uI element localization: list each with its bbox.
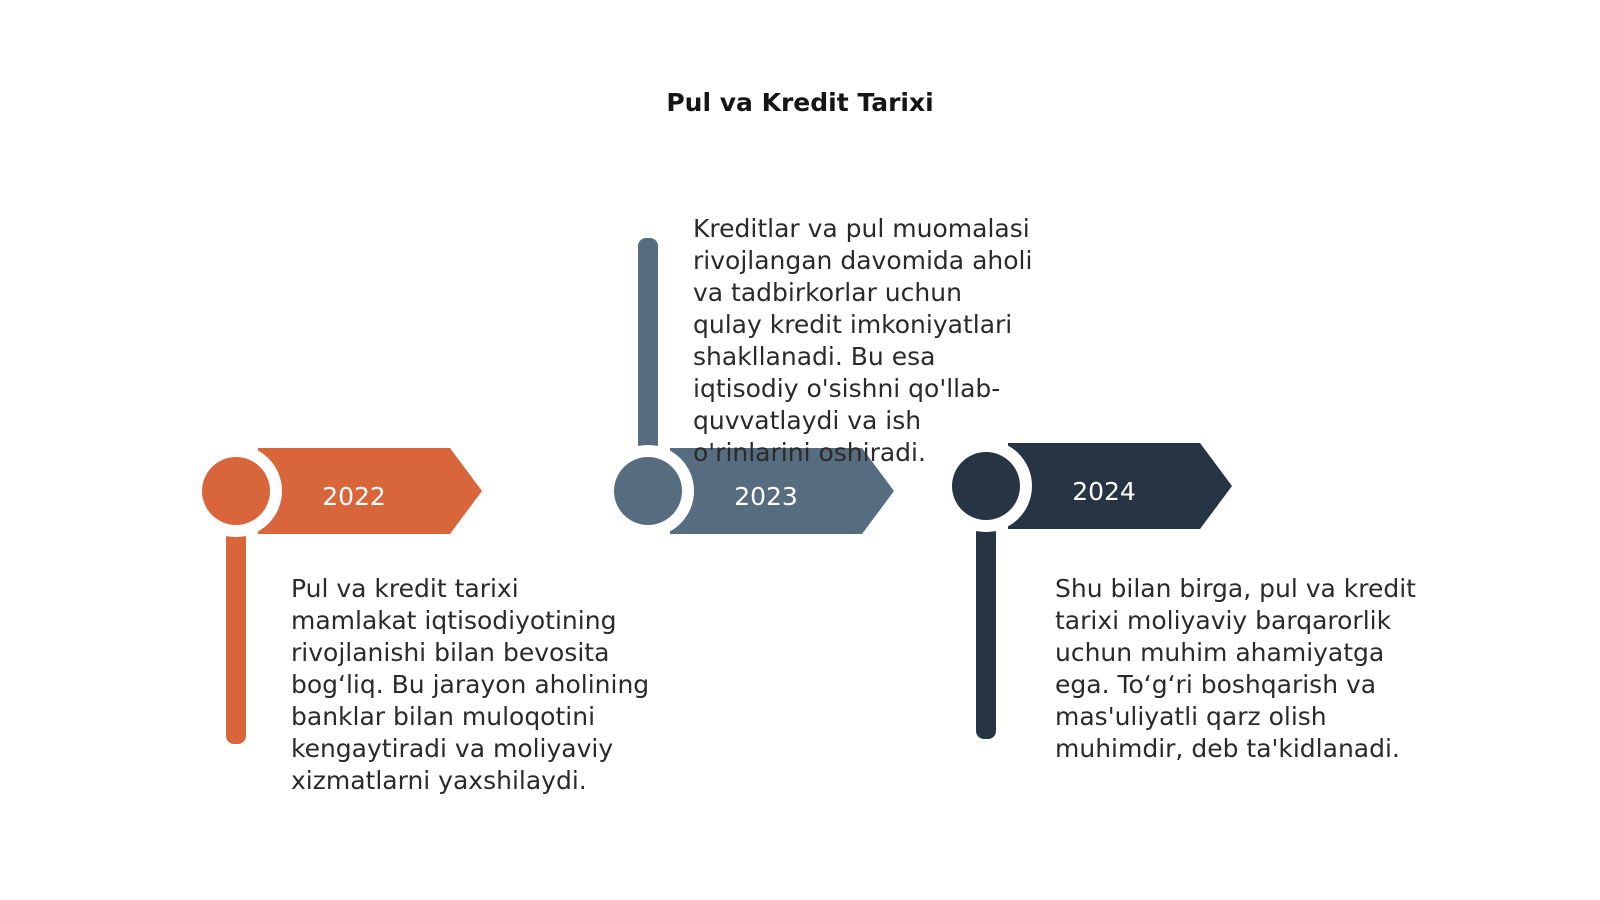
event-description-2024: Shu bilan birga, pul va kredit tarixi moliyaviy barqarorlik uchun muhim ahamiyatga ega. To‘g‘ri boshqarish va mas'uliyatli qarz olish muhimdir, deb ta'kidlanadi. (1055, 574, 1416, 763)
marker-dot-2022 (202, 457, 270, 525)
event-description-2023: Kreditlar va pul muomalasi rivojlangan davomida aholi va tadbirkorlar uchun qulay kredit imkoniyatlari shakllanadi. Bu esa iqtisodiy o'sishni qo'llab-quvvatlaydi va ish o'rinlarini oshiradi. (693, 214, 1033, 467)
year-label-2022: 2022 (322, 482, 386, 511)
marker-dot-2023 (614, 457, 682, 525)
connector-line-2023 (638, 238, 658, 452)
event-description-2022: Pul va kredit tarixi mamlakat iqtisodiyotining rivojlanishi bilan bevosita bog‘liq. Bu jarayon aholining banklar bilan muloqotini kengaytiradi va moliyaviy xizmatlarni yaxshilaydi. (291, 574, 650, 795)
connector-line-2024 (976, 525, 996, 739)
year-label-2024: 2024 (1072, 477, 1136, 506)
connector-line-2022 (226, 530, 246, 744)
page-title: Pul va Kredit Tarixi (666, 88, 934, 117)
year-label-2023: 2023 (734, 482, 798, 511)
